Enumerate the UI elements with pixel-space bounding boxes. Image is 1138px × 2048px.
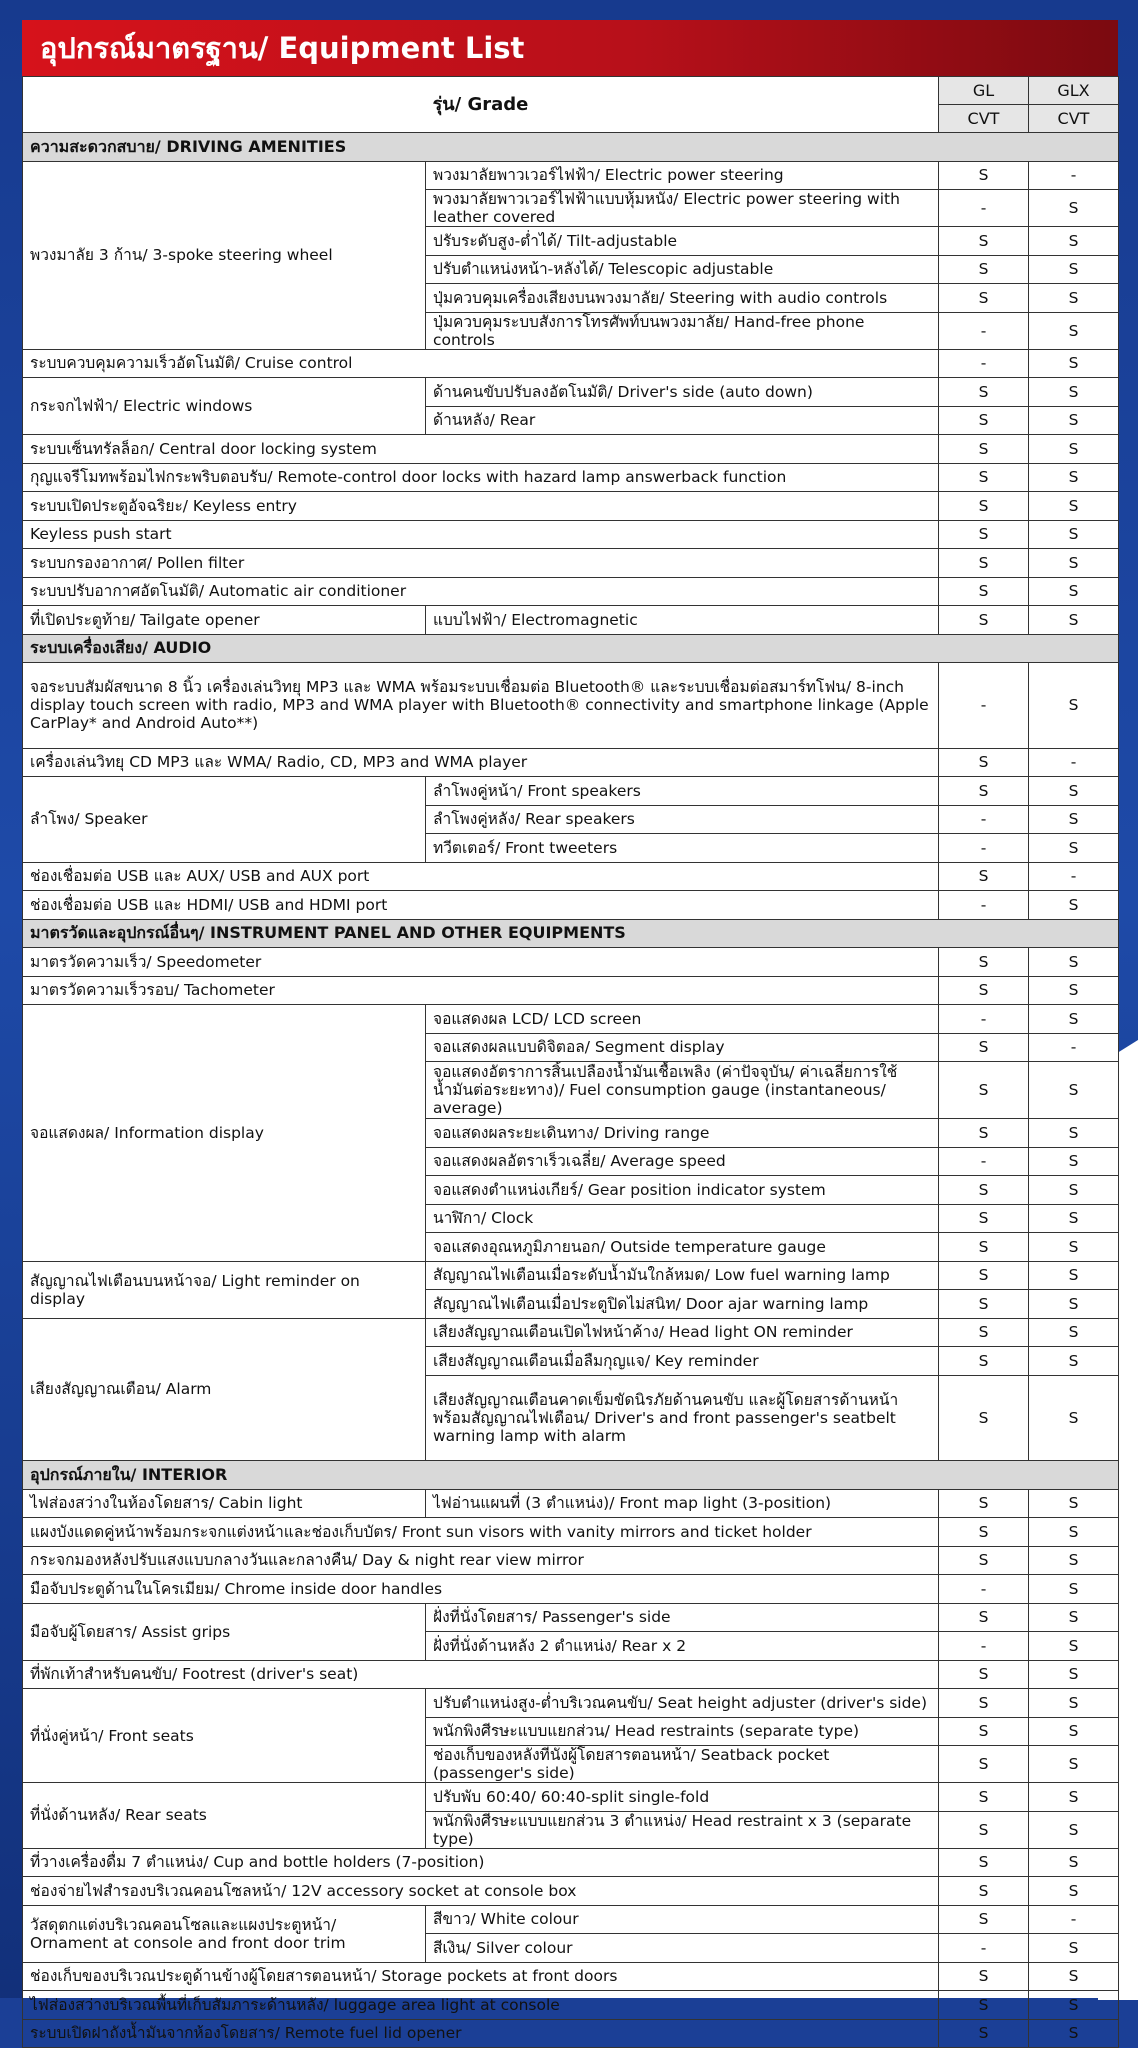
gl-value: S — [939, 976, 1029, 1005]
feature-detail: ฝั่งที่นั่งด้านหลัง 2 ตำแหน่ง/ Rear x 2 — [426, 1632, 939, 1661]
glx-value: S — [1029, 1375, 1119, 1461]
table-row — [23, 1005, 1119, 1034]
glx-value: S — [1029, 1575, 1119, 1604]
feature-detail: ปรับระดับสูง-ต่ำได้/ Tilt-adjustable — [426, 227, 939, 256]
glx-value: S — [1029, 255, 1119, 284]
gl-value: S — [939, 1991, 1029, 2020]
feature-detail: ช่องเก็บของหลังที่นั่งผู้โดยสารตอนหน้า/ Seatback pocket (passenger's side) — [426, 1746, 939, 1783]
feature-label: จอแสดงผล/ Information display — [23, 1005, 426, 1262]
feature-label: เสียงสัญญาณเตือน/ Alarm — [23, 1318, 426, 1461]
feature-label: ลำโพง/ Speaker — [23, 777, 426, 863]
glx-value: S — [1029, 1603, 1119, 1632]
glx-value: S — [1029, 1233, 1119, 1262]
feature-detail: สีขาว/ White colour — [426, 1905, 939, 1934]
feature-label: จอระบบสัมผัสขนาด 8 นิ้ว เครื่องเล่นวิทยุ MP3 และ WMA พร้อมระบบเชื่อมต่อ Bluetooth® และระบบเชื่อมต่อสมาร์ทโฟน/ 8-inch display touch screen with radio, MP3 and WMA player with Bluetooth® connectivity and smartphone linkage (Apple CarPlay* and Android Auto**) — [23, 663, 939, 749]
table-row — [23, 2019, 1119, 2048]
gl-value: S — [939, 1689, 1029, 1718]
gl-value: S — [939, 1746, 1029, 1783]
gl-value: S — [939, 520, 1029, 549]
glx-value: S — [1029, 284, 1119, 313]
feature-label: กุญแจรีโมทพร้อมไฟกระพริบตอบรับ/ Remote-control door locks with hazard lamp answerback function — [23, 463, 939, 492]
glx-value: S — [1029, 406, 1119, 435]
gl-value: - — [939, 1575, 1029, 1604]
glx-value: S — [1029, 1119, 1119, 1148]
feature-label: ระบบกรองอากาศ/ Pollen filter — [23, 549, 939, 578]
feature-detail: สีเงิน/ Silver colour — [426, 1934, 939, 1963]
table-row — [23, 862, 1119, 891]
gl-value: S — [939, 227, 1029, 256]
feature-detail: ฝั่งที่นั่งโดยสาร/ Passenger's side — [426, 1603, 939, 1632]
table-row — [23, 1848, 1119, 1877]
feature-label: Keyless push start — [23, 520, 939, 549]
feature-label: พวงมาลัย 3 ก้าน/ 3-spoke steering wheel — [23, 161, 426, 349]
grade-name-glx: GLX — [1029, 77, 1119, 105]
table-row — [23, 435, 1119, 464]
gl-value: S — [939, 284, 1029, 313]
glx-value: S — [1029, 312, 1119, 349]
gl-value: S — [939, 1290, 1029, 1319]
feature-detail: ไฟอ่านแผนที่ (3 ตำแหน่ง)/ Front map light (3-position) — [426, 1489, 939, 1518]
glx-value: S — [1029, 1005, 1119, 1034]
glx-value: S — [1029, 2019, 1119, 2048]
gl-value: S — [939, 1518, 1029, 1547]
table-row — [23, 577, 1119, 606]
gl-value: S — [939, 577, 1029, 606]
glx-value: S — [1029, 948, 1119, 977]
table-row — [23, 1318, 1119, 1347]
feature-label: มือจับประตูด้านในโครเมียม/ Chrome inside door handles — [23, 1575, 939, 1604]
glx-value: S — [1029, 1147, 1119, 1176]
table-row — [23, 1575, 1119, 1604]
gl-value: S — [939, 1546, 1029, 1575]
table-row — [23, 976, 1119, 1005]
gl-value: S — [939, 1717, 1029, 1746]
glx-value: S — [1029, 1347, 1119, 1376]
gl-value: S — [939, 1877, 1029, 1906]
gl-value: S — [939, 1660, 1029, 1689]
grade-label: รุ่น/ Grade — [23, 77, 939, 133]
section-header-row — [23, 1461, 1119, 1490]
feature-label: ช่องเชื่อมต่อ USB และ AUX/ USB and AUX port — [23, 862, 939, 891]
gl-value: S — [939, 1603, 1029, 1632]
section-title: ความสะดวกสบาย/ DRIVING AMENITIES — [23, 133, 1119, 162]
feature-detail: แบบไฟฟ้า/ Electromagnetic — [426, 606, 939, 635]
glx-value: S — [1029, 891, 1119, 920]
glx-value: S — [1029, 1261, 1119, 1290]
glx-value: S — [1029, 1848, 1119, 1877]
table-row — [23, 463, 1119, 492]
glx-value: - — [1029, 1905, 1119, 1934]
feature-detail: เสียงสัญญาณเตือนคาดเข็มขัดนิรภัยด้านคนขับ และผู้โดยสารด้านหน้าพร้อมสัญญาณไฟเตือน/ Driver's and front passenger's seatbelt warning lamp with alarm — [426, 1375, 939, 1461]
feature-label: มาตรวัดความเร็วรอบ/ Tachometer — [23, 976, 939, 1005]
feature-label: ระบบเปิดประตูอัจฉริยะ/ Keyless entry — [23, 492, 939, 521]
feature-detail: พวงมาลัยพาวเวอร์ไฟฟ้า/ Electric power steering — [426, 161, 939, 190]
feature-label: ระบบเซ็นทรัลล็อก/ Central door locking system — [23, 435, 939, 464]
section-header-row — [23, 133, 1119, 162]
glx-value: S — [1029, 520, 1119, 549]
gl-value: S — [939, 862, 1029, 891]
gl-value: S — [939, 161, 1029, 190]
feature-label: มือจับผู้โดยสาร/ Assist grips — [23, 1603, 426, 1660]
glx-value: S — [1029, 1877, 1119, 1906]
gl-value: S — [939, 435, 1029, 464]
glx-value: - — [1029, 862, 1119, 891]
feature-detail: ปุ่มควบคุมระบบสั่งการโทรศัพท์บนพวงมาลัย/ Hand-free phone controls — [426, 312, 939, 349]
gl-value: - — [939, 1005, 1029, 1034]
feature-detail: ทวีตเตอร์/ Front tweeters — [426, 834, 939, 863]
glx-value: S — [1029, 834, 1119, 863]
table-row — [23, 1689, 1119, 1718]
gl-value: S — [939, 1375, 1029, 1461]
feature-detail: เสียงสัญญาณเตือนเปิดไฟหน้าค้าง/ Head light ON reminder — [426, 1318, 939, 1347]
feature-label: มาตรวัดความเร็ว/ Speedometer — [23, 948, 939, 977]
gl-value: S — [939, 2019, 1029, 2048]
gl-value: - — [939, 891, 1029, 920]
glx-value: S — [1029, 1746, 1119, 1783]
gl-value: - — [939, 834, 1029, 863]
feature-detail: พวงมาลัยพาวเวอร์ไฟฟ้าแบบหุ้มหนัง/ Electric power steering with leather covered — [426, 190, 939, 227]
feature-detail: ลำโพงคู่หน้า/ Front speakers — [426, 777, 939, 806]
glx-value: - — [1029, 1033, 1119, 1062]
feature-label: แผงบังแดดคู่หน้าพร้อมกระจกแต่งหน้าและช่องเก็บบัตร/ Front sun visors with vanity mirrors and ticket holder — [23, 1518, 939, 1547]
glx-value: S — [1029, 663, 1119, 749]
gl-value: S — [939, 406, 1029, 435]
feature-detail: จอแสดงตำแหน่งเกียร์/ Gear position indicator system — [426, 1176, 939, 1205]
glx-value: S — [1029, 378, 1119, 407]
feature-label: ที่พักเท้าสำหรับคนขับ/ Footrest (driver's seat) — [23, 1660, 939, 1689]
gl-value: S — [939, 1233, 1029, 1262]
glx-value: S — [1029, 227, 1119, 256]
feature-label: ช่องจ่ายไฟสำรองบริเวณคอนโซลหน้า/ 12V accessory socket at console box — [23, 1877, 939, 1906]
glx-value: S — [1029, 805, 1119, 834]
feature-label: ช่องเก็บของบริเวณประตูด้านข้างผู้โดยสารตอนหน้า/ Storage pockets at front doors — [23, 1962, 939, 1991]
table-row — [23, 549, 1119, 578]
gl-value: S — [939, 1489, 1029, 1518]
glx-value: S — [1029, 435, 1119, 464]
gl-value: S — [939, 1204, 1029, 1233]
feature-detail: ด้านหลัง/ Rear — [426, 406, 939, 435]
feature-detail: พนักพิงศีรษะแบบแยกส่วน/ Head restraints (separate type) — [426, 1717, 939, 1746]
feature-label: ไฟส่องสว่างบริเวณพื้นที่เก็บสัมภาระด้านหลัง/ luggage area light at console — [23, 1991, 939, 2020]
gl-value: S — [939, 1811, 1029, 1848]
feature-label: เครื่องเล่นวิทยุ CD MP3 และ WMA/ Radio, CD, MP3 and WMA player — [23, 748, 939, 777]
feature-detail: จอแสดงผล LCD/ LCD screen — [426, 1005, 939, 1034]
equipment-sheet — [22, 20, 1118, 2043]
section-header-row — [23, 919, 1119, 948]
feature-detail: จอแสดงผลระยะเดินทาง/ Driving range — [426, 1119, 939, 1148]
feature-detail: ปรับพับ 60:40/ 60:40-split single-fold — [426, 1783, 939, 1812]
feature-label: วัสดุตกแต่งบริเวณคอนโซลและแผงประตูหน้า/ Ornament at console and front door trim — [23, 1905, 426, 1962]
feature-label: ระบบเปิดฝาถังน้ำมันจากห้องโดยสาร/ Remote fuel lid opener — [23, 2019, 939, 2048]
glx-value: S — [1029, 349, 1119, 378]
table-row — [23, 1603, 1119, 1632]
gl-value: S — [939, 1261, 1029, 1290]
glx-value: S — [1029, 190, 1119, 227]
table-row — [23, 161, 1119, 190]
glx-value: S — [1029, 577, 1119, 606]
glx-value: S — [1029, 1717, 1119, 1746]
gl-value: S — [939, 948, 1029, 977]
table-row — [23, 1518, 1119, 1547]
table-row — [23, 1962, 1119, 1991]
glx-value: S — [1029, 1811, 1119, 1848]
glx-value: S — [1029, 1204, 1119, 1233]
section-title: ระบบเครื่องเสียง/ AUDIO — [23, 634, 1119, 663]
section-title: อุปกรณ์ภายใน/ INTERIOR — [23, 1461, 1119, 1490]
feature-label: ที่นั่งคู่หน้า/ Front seats — [23, 1689, 426, 1783]
gl-value: S — [939, 378, 1029, 407]
table-row — [23, 492, 1119, 521]
table-row — [23, 349, 1119, 378]
glx-value: S — [1029, 549, 1119, 578]
grade-name-gl: GL — [939, 77, 1029, 105]
gl-value: S — [939, 549, 1029, 578]
gl-value: - — [939, 663, 1029, 749]
glx-value: - — [1029, 161, 1119, 190]
glx-value: S — [1029, 1176, 1119, 1205]
gl-value: S — [939, 255, 1029, 284]
section-title: มาตรวัดและอุปกรณ์อื่นๆ/ INSTRUMENT PANEL AND OTHER EQUIPMENTS — [23, 919, 1119, 948]
feature-detail: ลำโพงคู่หลัง/ Rear speakers — [426, 805, 939, 834]
gl-value: S — [939, 463, 1029, 492]
feature-label: สัญญาณไฟเตือนบนหน้าจอ/ Light reminder on display — [23, 1261, 426, 1318]
page-title: อุปกรณ์มาตรฐาน/ Equipment List — [22, 20, 1118, 76]
feature-detail: พนักพิงศีรษะแบบแยกส่วน 3 ตำแหน่ง/ Head restraint x 3 (separate type) — [426, 1811, 939, 1848]
feature-label: ไฟส่องสว่างในห้องโดยสาร/ Cabin light — [23, 1489, 426, 1518]
table-row — [23, 1905, 1119, 1934]
table-row — [23, 1991, 1119, 2020]
gl-value: S — [939, 1905, 1029, 1934]
equipment-table — [22, 76, 1119, 2048]
glx-value: S — [1029, 1489, 1119, 1518]
gl-value: S — [939, 1962, 1029, 1991]
gl-value: - — [939, 190, 1029, 227]
feature-label: ระบบปรับอากาศอัตโนมัติ/ Automatic air conditioner — [23, 577, 939, 606]
glx-value: S — [1029, 1962, 1119, 1991]
glx-value: S — [1029, 1934, 1119, 1963]
table-row — [23, 777, 1119, 806]
table-row — [23, 378, 1119, 407]
gl-value: S — [939, 1318, 1029, 1347]
glx-value: S — [1029, 463, 1119, 492]
grade-trans-gl: CVT — [939, 105, 1029, 133]
glx-value: S — [1029, 1546, 1119, 1575]
gl-value: S — [939, 1033, 1029, 1062]
feature-detail: จอแสดงผลแบบดิจิตอล/ Segment display — [426, 1033, 939, 1062]
feature-label: ที่นั่งด้านหลัง/ Rear seats — [23, 1783, 426, 1849]
gl-value: S — [939, 1848, 1029, 1877]
feature-label: กระจกไฟฟ้า/ Electric windows — [23, 378, 426, 435]
feature-detail: ปุ่มควบคุมเครื่องเสียงบนพวงมาลัย/ Steering with audio controls — [426, 284, 939, 313]
glx-value: S — [1029, 1632, 1119, 1661]
glx-value: - — [1029, 748, 1119, 777]
table-row — [23, 891, 1119, 920]
table-row — [23, 948, 1119, 977]
gl-value: - — [939, 1632, 1029, 1661]
feature-detail: ด้านคนขับปรับลงอัตโนมัติ/ Driver's side (auto down) — [426, 378, 939, 407]
glx-value: S — [1029, 1991, 1119, 2020]
gl-value: - — [939, 312, 1029, 349]
feature-label: ที่เปิดประตูท้าย/ Tailgate opener — [23, 606, 426, 635]
table-row — [23, 1489, 1119, 1518]
grade-trans-glx: CVT — [1029, 105, 1119, 133]
glx-value: S — [1029, 1062, 1119, 1119]
glx-value: S — [1029, 1783, 1119, 1812]
table-row — [23, 520, 1119, 549]
gl-value: - — [939, 805, 1029, 834]
table-row — [23, 1546, 1119, 1575]
gl-value: S — [939, 748, 1029, 777]
feature-detail: เสียงสัญญาณเตือนเมื่อลืมกุญแจ/ Key reminder — [426, 1347, 939, 1376]
table-row — [23, 1261, 1119, 1290]
table-row — [23, 606, 1119, 635]
feature-detail: สัญญาณไฟเตือนเมื่อประตูปิดไม่สนิท/ Door ajar warning lamp — [426, 1290, 939, 1319]
gl-value: - — [939, 1147, 1029, 1176]
table-row — [23, 1660, 1119, 1689]
feature-detail: จอแสดงอัตราการสิ้นเปลืองน้ำมันเชื้อเพลิง (ค่าปัจจุบัน/ ค่าเฉลี่ยการใช้น้ำมันต่อระยะทาง)/ Fuel consumption gauge (instantaneous/ average) — [426, 1062, 939, 1119]
feature-detail: จอแสดงอุณหภูมิภายนอก/ Outside temperature gauge — [426, 1233, 939, 1262]
feature-detail: นาฬิกา/ Clock — [426, 1204, 939, 1233]
gl-value: S — [939, 1783, 1029, 1812]
feature-label: ช่องเชื่อมต่อ USB และ HDMI/ USB and HDMI port — [23, 891, 939, 920]
table-row — [23, 1877, 1119, 1906]
glx-value: S — [1029, 1689, 1119, 1718]
glx-value: S — [1029, 1518, 1119, 1547]
feature-detail: ปรับตำแหน่งสูง-ต่ำบริเวณคนขับ/ Seat height adjuster (driver's side) — [426, 1689, 939, 1718]
gl-value: S — [939, 1176, 1029, 1205]
glx-value: S — [1029, 976, 1119, 1005]
gl-value: S — [939, 777, 1029, 806]
section-header-row — [23, 634, 1119, 663]
gl-value: S — [939, 606, 1029, 635]
feature-label: ที่วางเครื่องดื่ม 7 ตำแหน่ง/ Cup and bottle holders (7-position) — [23, 1848, 939, 1877]
feature-detail: ปรับตำแหน่งหน้า-หลังได้/ Telescopic adjustable — [426, 255, 939, 284]
glx-value: S — [1029, 1290, 1119, 1319]
feature-detail: จอแสดงผลอัตราเร็วเฉลี่ย/ Average speed — [426, 1147, 939, 1176]
feature-label: กระจกมองหลังปรับแสงแบบกลางวันและกลางคืน/ Day & night rear view mirror — [23, 1546, 939, 1575]
gl-value: S — [939, 1119, 1029, 1148]
table-row — [23, 748, 1119, 777]
glx-value: S — [1029, 1660, 1119, 1689]
gl-value: - — [939, 1934, 1029, 1963]
table-row — [23, 1783, 1119, 1812]
glx-value: S — [1029, 777, 1119, 806]
feature-detail: สัญญาณไฟเตือนเมื่อระดับน้ำมันใกล้หมด/ Low fuel warning lamp — [426, 1261, 939, 1290]
gl-value: S — [939, 1347, 1029, 1376]
gl-value: - — [939, 349, 1029, 378]
glx-value: S — [1029, 1318, 1119, 1347]
glx-value: S — [1029, 606, 1119, 635]
gl-value: S — [939, 1062, 1029, 1119]
table-row — [23, 663, 1119, 749]
feature-label: ระบบควบคุมความเร็วอัตโนมัติ/ Cruise control — [23, 349, 939, 378]
gl-value: S — [939, 492, 1029, 521]
glx-value: S — [1029, 492, 1119, 521]
